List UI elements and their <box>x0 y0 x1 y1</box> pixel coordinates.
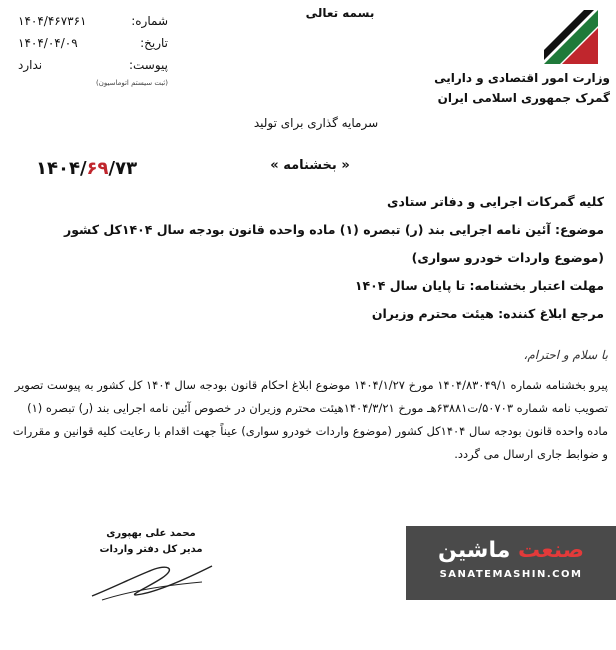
circular-header-lines <box>24 188 604 328</box>
subject-line: موضوع: آئین نامه اجرایی بند (ر) تبصره (۱) ماده واحده قانون بودجه سال ۱۴۰۴کل کشور (موضوع واردات خودرو سواری) <box>64 222 604 265</box>
date-label: تاریخ: <box>140 36 168 50</box>
watermark-domain: SANATEMASHIN.COM <box>439 569 583 580</box>
authority-line: مرجع ابلاغ کننده: هیئت محترم وزیران <box>371 306 604 321</box>
watermark-brand <box>406 538 616 563</box>
number-row <box>18 10 168 32</box>
circular-number <box>36 158 146 179</box>
organization-line2: گمرک جمهوری اسلامی ایران <box>437 91 610 105</box>
handwritten-signature <box>82 548 222 608</box>
bismillah: بسمه تعالی <box>305 6 375 20</box>
site-watermark <box>406 526 616 600</box>
number-value: ۱۴۰۴/۴۶۷۳۶۱ <box>18 14 87 28</box>
signatory-name: محمد علی بهپوری <box>106 528 196 539</box>
greeting: با سلام و احترام، <box>523 348 608 362</box>
organization-line1: وزارت امور اقتصادی و دارایی <box>434 71 610 85</box>
organization-name <box>430 68 610 108</box>
watermark-brand-part1: صنعت <box>518 538 584 563</box>
recipients-line: کلیه گمرکات اجرایی و دفاتر ستادی <box>387 194 604 209</box>
validity-line: مهلت اعتبار بخشنامه: تا پایان سال ۱۴۰۴ <box>354 278 604 293</box>
circular-title: « بخشنامه » <box>270 158 350 173</box>
date-value: ۱۴۰۴/۰۴/۰۹ <box>18 36 78 50</box>
signatory-title: مدیر کل دفتر واردات <box>99 544 203 555</box>
circular-number-part3: /۷۳ <box>108 158 138 179</box>
body-paragraph: پیرو بخشنامه شماره ۱۴۰۴/۸۳۰۴۹/۱ مورخ ۱۴۰۴/۱/۲۷ موضوع ابلاغ احکام قانون بودجه سال ۱۴۰۴ کل کشور به پیوست تصویر تصویب نامه شماره ۵۰۷۰۳/ت۶۳۸۸۱هـ مورخ ۱۴۰۴/۳/۲۱هیئت محترم وزیران در خصوص آئین نامه اجرایی بند (ر) تبصره (۱) ماده واحده قانون بودجه سال ۱۴۰۴کل کشور (موضوع واردات خودرو سواری) عیناً جهت اقدام با رعایت کلیه قوانین و مقررات و ضوابط جاری ارسال می گردد. <box>12 378 608 461</box>
number-label: شماره: <box>131 14 168 28</box>
department-line: سرمایه گذاری برای تولید <box>253 116 379 130</box>
circular-number-part1: ۱۴۰۴/ <box>36 158 87 179</box>
system-note: (ثبت سیستم اتوماسیون) <box>96 79 168 87</box>
watermark-brand-part2: ماشین <box>438 538 511 563</box>
attachment-label: پیوست: <box>128 58 168 72</box>
circular-number-part2: ۶۹ <box>86 158 109 179</box>
attachment-value: ندارد <box>18 58 43 72</box>
customs-logo <box>538 6 604 70</box>
letter-meta <box>18 10 168 94</box>
date-row <box>18 32 168 54</box>
